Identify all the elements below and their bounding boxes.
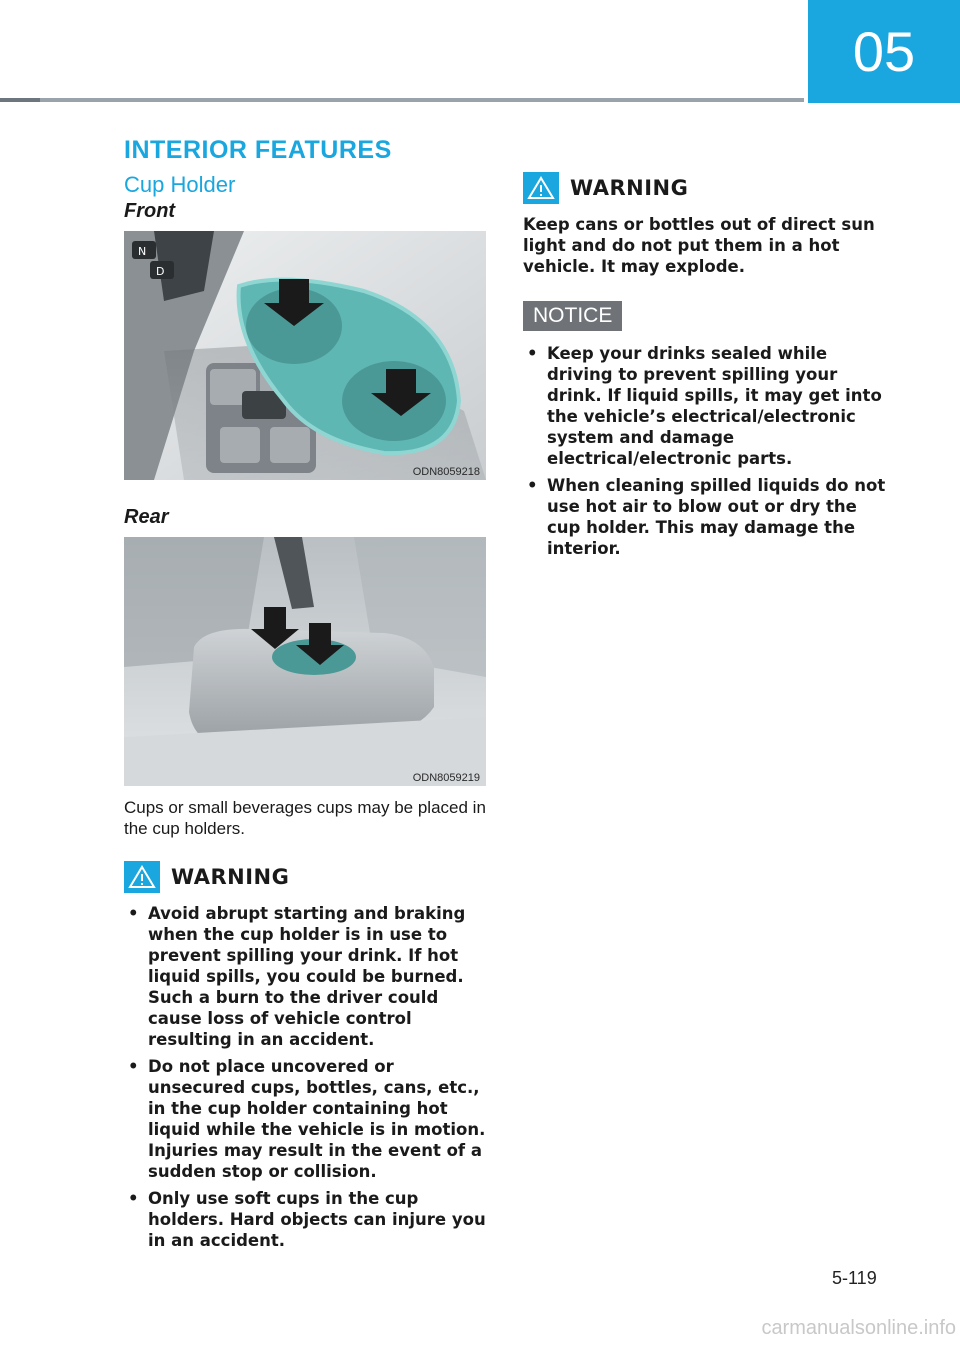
header-rule-accent xyxy=(0,98,40,102)
svg-text:D: D xyxy=(156,265,165,278)
subsection-title: Cup Holder xyxy=(124,172,236,197)
notice-box xyxy=(523,301,893,559)
section-title: INTERIOR FEATURES xyxy=(124,136,392,164)
rear-figure-label: Rear xyxy=(124,506,169,528)
rear-cup-holder-figure xyxy=(124,537,486,786)
front-console-illustration xyxy=(124,231,486,480)
left-warning-header xyxy=(124,861,490,893)
list-item: • Keep your drinks sealed while driving to prevent spilling your drink. If liquid spills, it may get into the vehicle’s electrical/electronic system and damage electrical/electronic parts. xyxy=(527,344,882,468)
warning-triangle-icon xyxy=(523,172,559,204)
right-warning-text: Keep cans or bottles out of direct sun light and do not put them in a hot vehicle. It may explode. xyxy=(523,215,875,276)
right-column xyxy=(523,172,893,565)
rear-figure-code: ODN8059219 xyxy=(412,772,480,784)
cup-holder-description: Cups or small beverages cups may be placed in the cup holders. xyxy=(124,798,486,838)
front-figure-code: ODN8059218 xyxy=(412,466,480,478)
header-rule xyxy=(0,98,804,102)
svg-text:N: N xyxy=(138,245,147,258)
page-number: 5-119 xyxy=(832,1268,877,1288)
warning-triangle-icon xyxy=(124,861,160,893)
left-warning-title: WARNING xyxy=(171,865,290,889)
list-item: • Do not place uncovered or unsecured cups, bottles, cans, etc., in the cup holder containing hot liquid while the vehicle is in motion. Injuries may result in the event of a sudden stop or collision. xyxy=(128,1057,486,1181)
list-item: • When cleaning spilled liquids do not use hot air to blow out or dry the cup holder. This may damage the interior. xyxy=(527,476,886,558)
left-warning-list xyxy=(124,903,490,1251)
list-item: • Only use soft cups in the cup holders. Hard objects can injure you in an accident. xyxy=(128,1189,486,1250)
list-item: • Avoid abrupt starting and braking when the cup holder is in use to prevent spilling your drink. If hot liquid spills, you could be burned. Such a burn to the driver could cause loss of vehicle control resulting in an accident. xyxy=(128,904,466,1049)
rear-armrest-illustration xyxy=(124,537,486,786)
notice-badge: NOTICE xyxy=(523,301,622,331)
front-cup-holder-figure xyxy=(124,231,486,480)
notice-list xyxy=(523,343,893,559)
right-warning-box xyxy=(523,172,893,277)
right-warning-header xyxy=(523,172,893,204)
left-column xyxy=(124,172,490,1257)
front-figure-label: Front xyxy=(124,200,176,222)
right-warning-title: WARNING xyxy=(570,176,689,200)
watermark: carmanualsonline.info xyxy=(761,1317,956,1339)
chapter-tab: 05 xyxy=(808,0,960,103)
left-warning-box xyxy=(124,861,490,1251)
